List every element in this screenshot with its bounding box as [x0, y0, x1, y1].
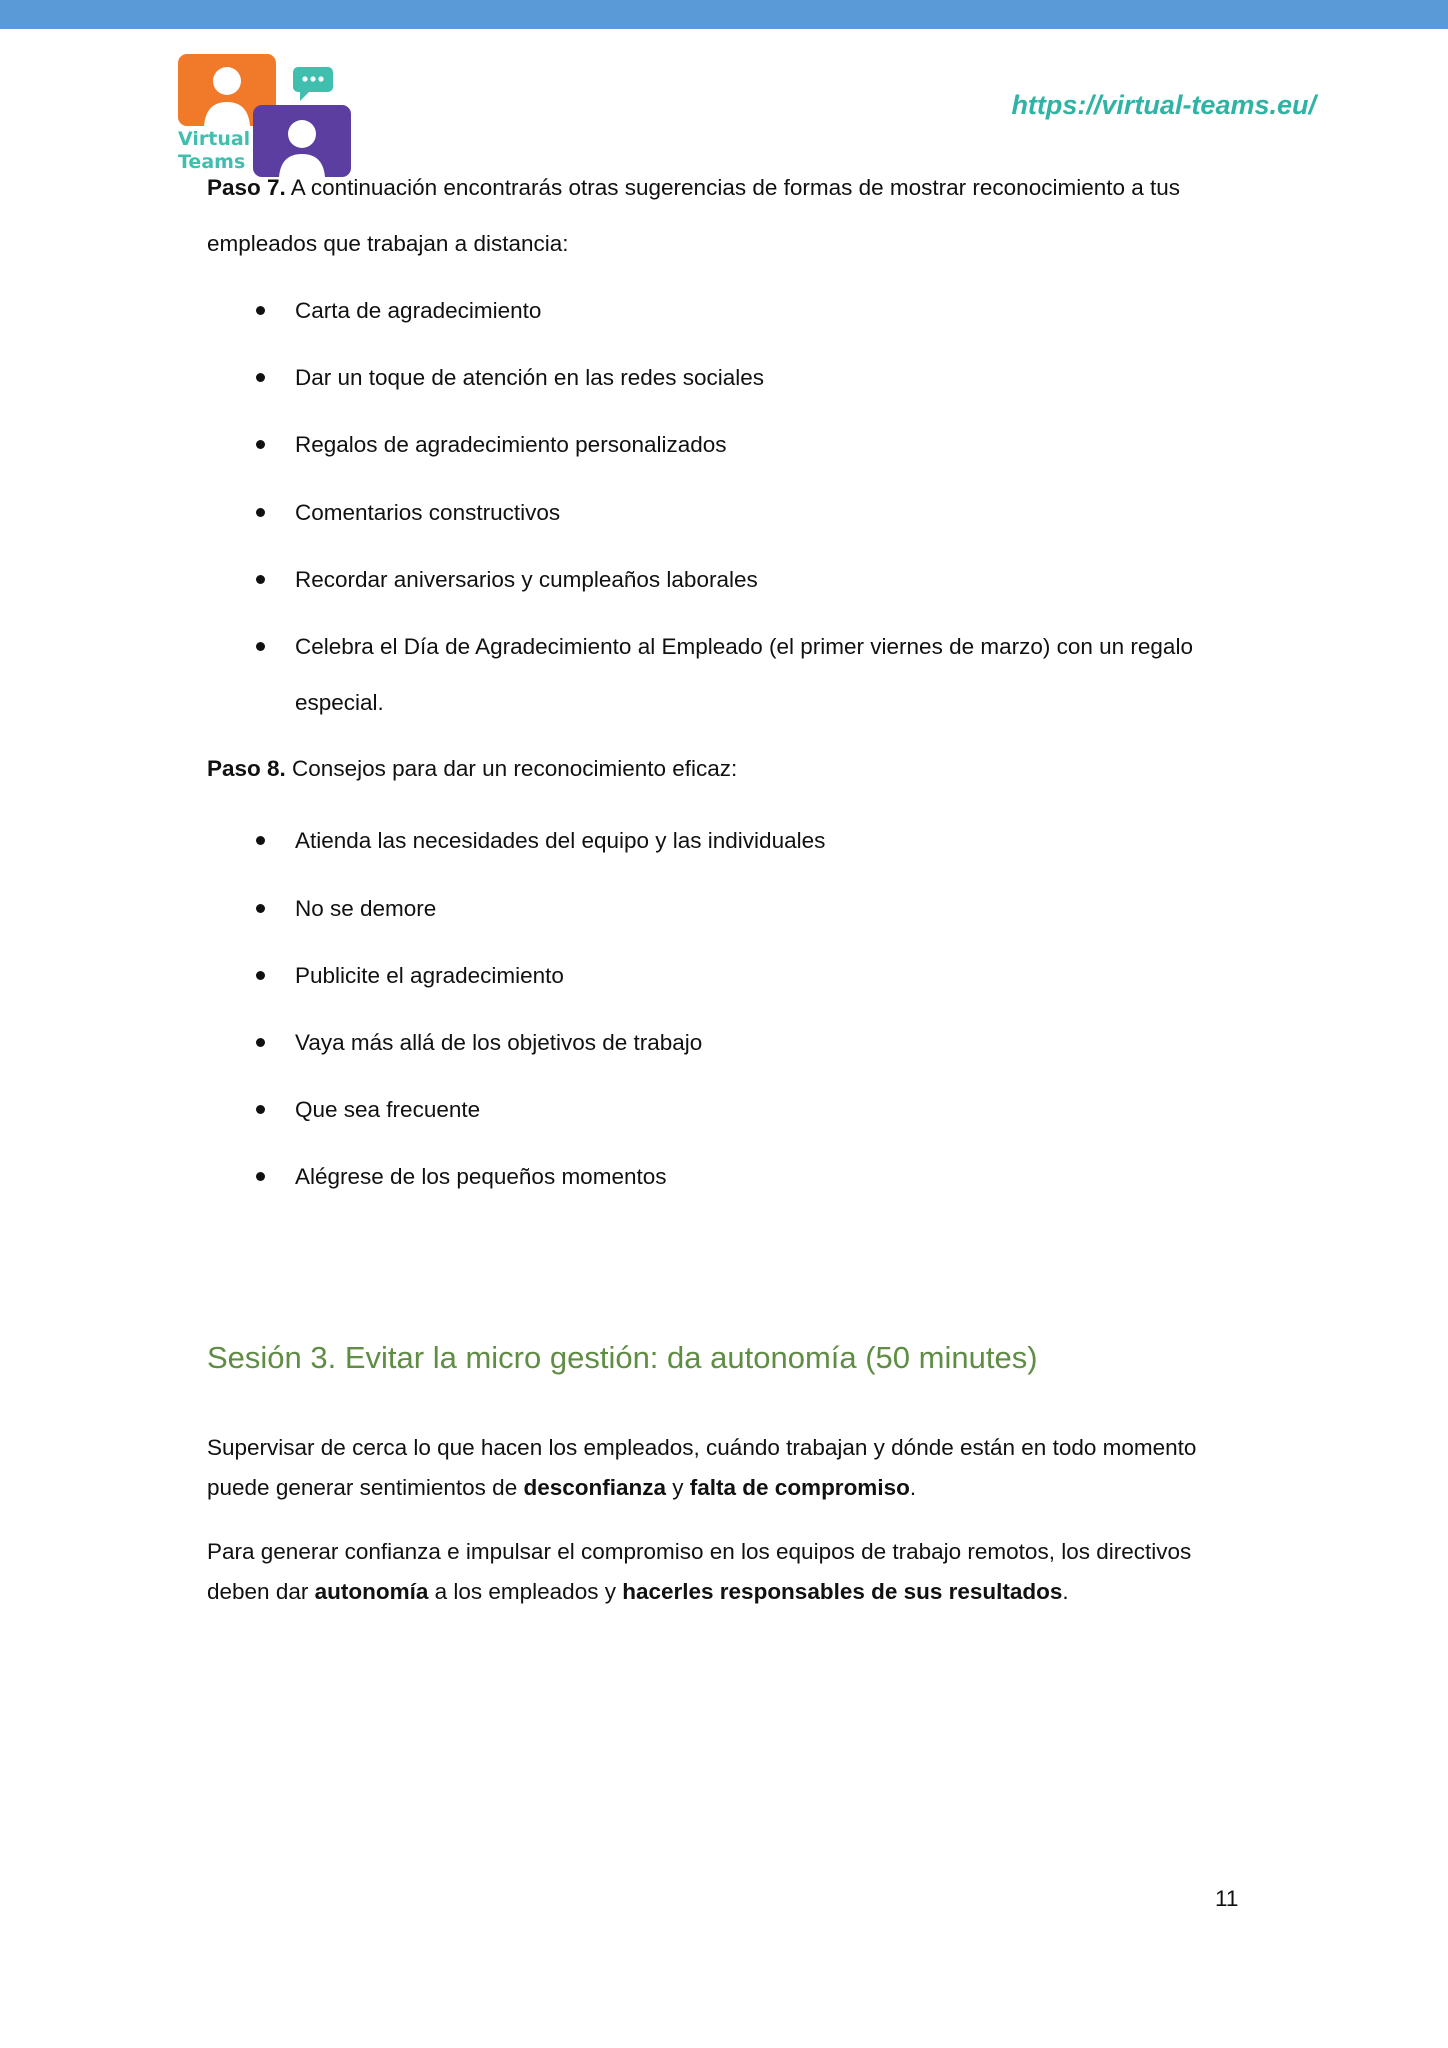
virtual-teams-logo [176, 52, 356, 177]
page-number: 11 [1215, 1886, 1239, 1911]
emphasis: desconfianza [523, 1475, 667, 1500]
bullet-icon [256, 1038, 265, 1047]
paso8-label: Paso 8. [207, 756, 286, 781]
emphasis: autonomía [314, 1579, 429, 1604]
bullet-icon [256, 508, 265, 517]
bullet-icon [256, 440, 265, 449]
bullet-icon [256, 642, 265, 651]
bullet-icon [256, 836, 265, 845]
bullet-icon [256, 1172, 265, 1181]
bullet-icon [256, 904, 265, 913]
bullet-icon [256, 306, 265, 315]
paso7-intro-line1 [207, 160, 1247, 216]
paso7-text-line1: A continuación encontrarás otras sugerencias de formas de mostrar reconocimiento a tus [285, 175, 1181, 200]
bullet-icon [256, 971, 265, 980]
top-color-bar [0, 0, 1448, 29]
paso8-intro [207, 741, 1247, 797]
logo-text-line2: Teams [178, 151, 246, 173]
bullet-icon [256, 575, 265, 584]
emphasis: falta de compromiso [689, 1475, 910, 1500]
paso8-text: Consejos para dar un reconocimiento eficaz: [285, 756, 738, 781]
bullet-icon [256, 1105, 265, 1114]
emphasis: hacerles responsables de sus resultados [622, 1579, 1063, 1604]
bullet-icon [256, 373, 265, 382]
paso7-label: Paso 7. [207, 175, 286, 200]
session3-paragraph-2: Para generar confianza e impulsar el compromiso en los equipos de trabajo remotos, los directivos deben dar autonomía a los empleados y hacerles responsables de sus resultados. [207, 1539, 1192, 1604]
section-heading: Sesión 3. Evitar la micro gestión: da autonomía (50 minutes) [207, 1340, 1038, 1375]
site-url-link[interactable]: https://virtual-teams.eu/ [1011, 90, 1316, 120]
logo-text-line1: Virtual [178, 128, 251, 150]
session3-paragraph-1: Supervisar de cerca lo que hacen los empleados, cuándo trabajan y dónde están en todo momento puede generar sentimientos de desconfianza y falta de compromiso. [207, 1435, 1197, 1500]
paso7-intro-line2: empleados que trabajan a distancia: [207, 231, 569, 256]
